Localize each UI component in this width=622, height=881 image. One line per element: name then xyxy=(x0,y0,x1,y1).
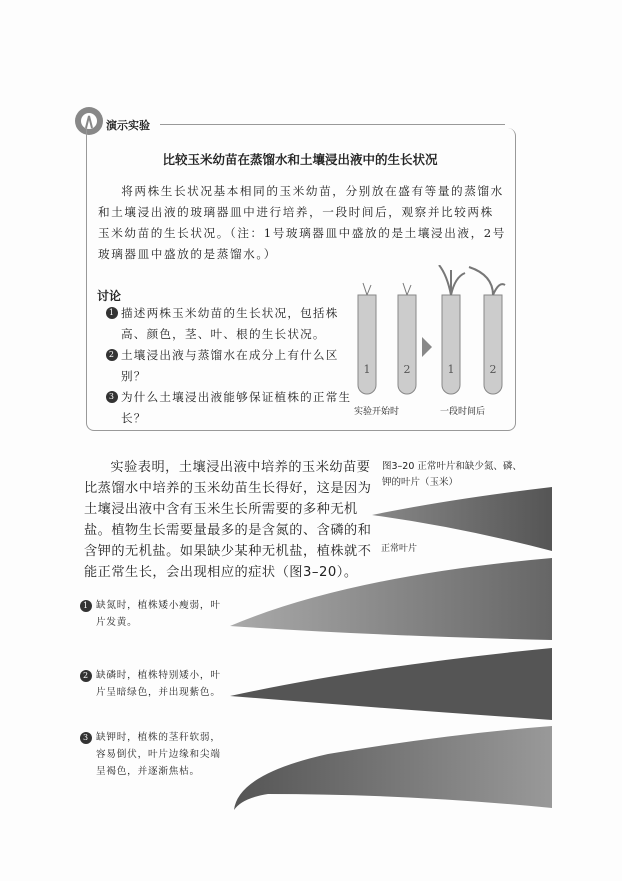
main-paragraph: 实验表明，土壤浸出液中培养的玉米幼苗要比蒸馏水中培养的玉米幼苗生长得好，这是因为土壤浸出液中含有玉米生长所需要的多种无机盐。植物生长需要量最多的是含氮的、含磷的和含钾的无机盐。如果缺少某种无机盐，植株就不能正常生长，会出现相应的症状（图3–20）。 xyxy=(84,460,372,580)
note-text: 缺磷时，植株特别矮小，叶片呈暗绿色，并出现紫色。 xyxy=(96,670,221,698)
potassium-deficient-leaf-image xyxy=(228,724,554,814)
note-text: 缺氮时，植株矮小瘦弱，叶片发黄。 xyxy=(96,600,221,628)
tube-2-after xyxy=(469,267,505,394)
tube-label: 2 xyxy=(403,363,411,376)
caption-after: 一段时间后 xyxy=(440,407,486,417)
arrow-icon xyxy=(422,337,432,357)
phosphorus-deficient-leaf-image xyxy=(228,646,554,722)
note-nitrogen xyxy=(80,597,224,631)
note-number: 3 xyxy=(80,732,92,744)
nitrogen-deficient-leaf-image xyxy=(228,556,554,642)
note-number: 1 xyxy=(80,600,92,612)
tube-label: 1 xyxy=(447,363,455,376)
normal-leaf-label: 正常叶片 xyxy=(381,544,418,554)
question-number: 3 xyxy=(106,391,118,403)
question-text: 为什么土壤浸出液能够保证植株的正常生长？ xyxy=(121,390,352,425)
question-2 xyxy=(106,345,353,387)
note-number: 2 xyxy=(80,670,92,682)
question-number: 2 xyxy=(106,349,118,361)
question-number: 1 xyxy=(106,307,118,319)
section-label: 演示实验 xyxy=(106,119,150,132)
note-text: 缺钾时，植株的茎秆软弱，容易倒伏，叶片边缘和尖端呈褐色，并逐渐焦枯。 xyxy=(96,732,221,777)
question-text: 描述两株玉米幼苗的生长状况，包括株高、颜色，茎、叶、根的生长状况。 xyxy=(121,306,339,341)
experiment-paragraph: 将两株生长状况基本相同的玉米幼苗，分别放在盛有等量的蒸馏水和土壤浸出液的玻璃器皿中进行培养，一段时间后，观察并比较两株玉米幼苗的生长状况。（注：1号玻璃器皿中盛放的是土壤浸出液，2号玻璃器皿中盛放的是蒸馏水。） xyxy=(98,184,506,261)
divider xyxy=(160,124,505,125)
figure-caption: 图3–20 正常叶片和缺少氮、磷、钾的叶片（玉米） xyxy=(382,461,522,488)
tube-2-start xyxy=(398,283,416,394)
note-phosphorus xyxy=(80,667,224,701)
note-potassium xyxy=(80,729,224,780)
tube-label: 2 xyxy=(489,363,497,376)
normal-leaf-image xyxy=(370,485,554,553)
question-text: 土壤浸出液与蒸馏水在成分上有什么区别？ xyxy=(121,348,339,383)
caption-start: 实验开始时 xyxy=(354,407,400,417)
question-3 xyxy=(106,387,353,429)
discussion-title: 讨论 xyxy=(97,289,122,303)
tube-label: 1 xyxy=(363,363,371,376)
question-1 xyxy=(106,303,353,345)
test-tubes-illustration xyxy=(340,265,510,415)
tube-1-start xyxy=(358,283,376,394)
experiment-title: 比较玉米幼苗在蒸馏水和土壤浸出液中的生长状况 xyxy=(162,152,438,167)
